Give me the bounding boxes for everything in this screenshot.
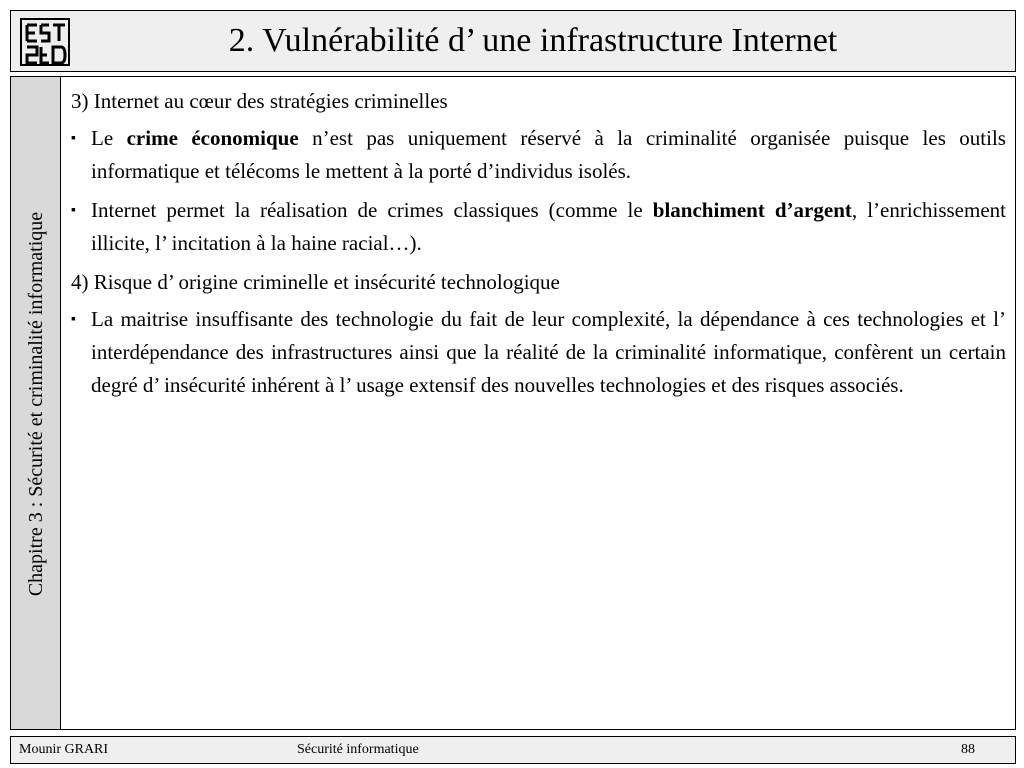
bullet-crimes-classiques xyxy=(71,194,1006,260)
section-4-heading: 4) Risque d’ origine criminelle et insécurité technologique xyxy=(71,270,560,294)
bullet-2-post: , l’enrichissement illicite, l’ incitation à la haine racial…). xyxy=(91,198,1006,255)
chapter-sidebar xyxy=(11,77,61,729)
footer-author: Mounir GRARI xyxy=(19,742,109,757)
bullet-maitrise-technologies xyxy=(71,303,1006,402)
bullet-crime-economique xyxy=(71,122,1006,188)
slide-content xyxy=(71,85,1006,408)
square-bullet-icon: ▪ xyxy=(71,312,76,327)
square-bullet-icon: ▪ xyxy=(71,131,76,146)
chapter-label: Chapitre 3 : Sécurité et criminalité informatique xyxy=(25,211,47,597)
bullet-2-pre: Internet permet la réalisation de crimes classiques (comme le xyxy=(91,198,653,222)
section-3-heading: 3) Internet au cœur des stratégies criminelles xyxy=(71,89,448,113)
bullet-2-bold: blanchiment d’argent xyxy=(652,198,852,222)
bullet-1-bold: crime économique xyxy=(126,126,299,150)
slide-title: 2. Vulnérabilité d’ une infrastructure Internet xyxy=(228,22,838,59)
slide-header xyxy=(10,10,1016,72)
bullet-1-post: n’est pas uniquement réservé à la criminalité organisée puisque les outils informatique et télécoms le mettent à la porté d’individus isolés. xyxy=(91,126,1006,183)
footer-course: Sécurité informatique xyxy=(297,742,419,757)
bullet-3-text: La maitrise insuffisante des technologie du fait de leur complexité, la dépendance à ces technologies et l’ interdépendance des infrastructures ainsi que la réalité de la criminalité informatique, confèrent un certain degré d’ insécurité inhérent à l’ usage extensif des nouvelles technologies et des risques associés. xyxy=(91,307,1006,397)
slide-footer xyxy=(10,736,1016,764)
slide-body xyxy=(10,76,1016,730)
square-bullet-icon: ▪ xyxy=(71,203,76,218)
page-number: 88 xyxy=(961,742,975,757)
bullet-1-pre: Le xyxy=(91,126,127,150)
